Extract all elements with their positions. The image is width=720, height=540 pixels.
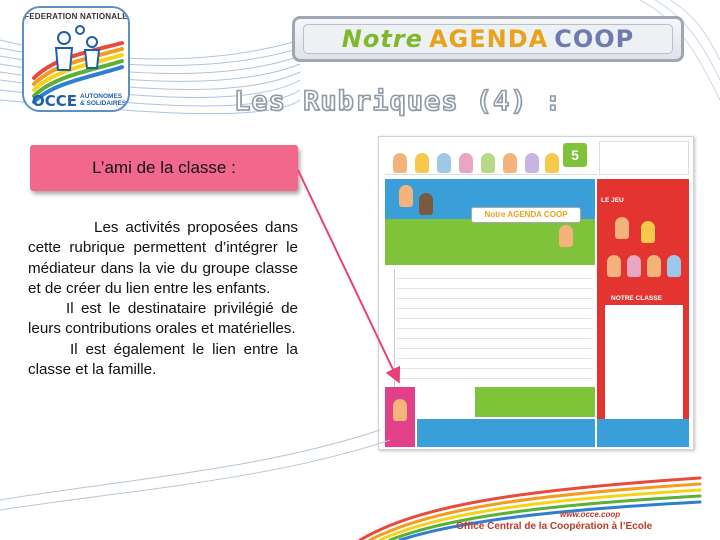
logo-tagline-line2: & SOLIDAIRES xyxy=(80,100,127,107)
body-paragraph-1: Les activités proposées dans cette rubrique permettent d’intégrer le médiateur dans la vie du groupe classe et de créer du lien entre les enfants. xyxy=(28,219,298,297)
banner-word-notre: Notre xyxy=(341,25,423,53)
footer-organisation: Office Central de la Coopération à l’Ecole xyxy=(456,521,653,532)
thumbnail-jeu-label: LE JEU xyxy=(601,197,624,204)
logo-tagline-line1: AUTONOMES xyxy=(80,93,123,100)
logo-acronym: OCCE xyxy=(32,92,78,110)
banner-word-agenda: AGENDA xyxy=(428,25,549,53)
thumbnail-mini-banner: Notre AGENDA COOP xyxy=(471,207,581,223)
slide-title: Les Rubriques (4) : xyxy=(234,86,562,117)
body-paragraph-2: Il est le destinataire privilégié de leurs contributions orales et matérielles. xyxy=(28,300,298,338)
thumbnail-red-label: NOTRE CLASSE xyxy=(611,295,662,302)
body-paragraph-3: Il est également le lien entre la classe et la famille. xyxy=(28,340,298,379)
rubrique-label: L’ami de la classe : xyxy=(92,158,236,177)
logo-federation-text: FEDERATION NATIONALE xyxy=(24,12,128,21)
thumbnail-page-number: 5 xyxy=(563,143,587,167)
banner-word-coop: COOP xyxy=(554,25,635,53)
footer-url[interactable]: www.occe.coop xyxy=(560,510,621,519)
